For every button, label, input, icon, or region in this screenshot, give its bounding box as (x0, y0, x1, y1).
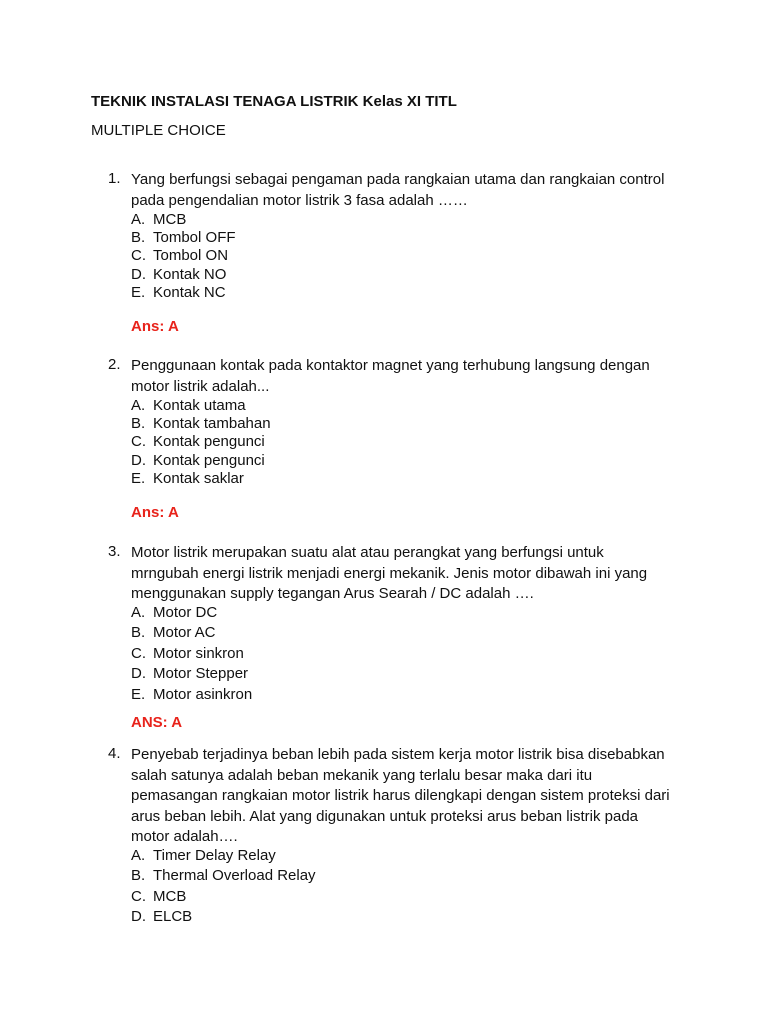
answer-label: Ans: A (131, 504, 179, 521)
option-text: Kontak saklar (153, 469, 244, 487)
option-e (131, 470, 271, 488)
option-a (131, 397, 271, 415)
option-text: Tombol ON (153, 247, 229, 265)
option-text: Motor DC (153, 604, 218, 621)
option-letter: E. (131, 685, 146, 703)
option-text: Timer Delay Relay (153, 847, 276, 864)
option-list (131, 846, 316, 928)
option-letter: C. (131, 433, 146, 451)
option-text: Kontak NO (153, 265, 227, 283)
option-letter: B. (131, 415, 146, 433)
option-letter: C. (131, 247, 146, 265)
option-e (131, 284, 236, 302)
option-list (131, 211, 236, 302)
option-text: Motor AC (153, 624, 216, 642)
option-d (131, 266, 236, 284)
option-letter: A. (131, 847, 146, 864)
option-letter: E. (131, 469, 146, 487)
option-b (131, 866, 316, 886)
question-text: Yang berfungsi sebagai pengaman pada rangkaian utama dan rangkaian control pada pengendalian motor listrik 3 fasa adalah …… (131, 171, 665, 209)
question-number: 4. (108, 745, 121, 762)
option-b (131, 623, 252, 643)
question-text: Motor listrik merupakan suatu alat atau perangkat yang berfungsi untuk mrngubah energi listrik menjadi energi mekanik. Jenis motor dibawah ini yang menggunakan supply tegangan Arus Searah / DC adalah …. (131, 544, 648, 602)
option-e (131, 685, 252, 705)
option-letter: B. (131, 229, 146, 247)
option-text: Kontak pengunci (153, 451, 265, 469)
question-text: Penyebab terjadinya beban lebih pada sistem kerja motor listrik bisa disebabkan salah satunya adalah beban mekanik yang terlalu besar maka dari itu pemasangan rangkaian motor listrik harus dilengkapi dengan sistem proteksi dari arus beban lebih. Alat yang digunakan untuk proteksi arus beban listrik pada motor adalah…. (131, 746, 670, 845)
option-text: MCB (153, 211, 187, 228)
option-letter: D. (131, 265, 146, 283)
option-text: Kontak utama (153, 397, 246, 414)
option-letter: A. (131, 211, 146, 228)
option-text: Motor Stepper (153, 665, 249, 683)
option-a (131, 211, 236, 229)
option-letter: C. (131, 644, 146, 662)
option-text: Tombol OFF (153, 229, 236, 247)
option-letter: A. (131, 604, 146, 621)
option-letter: E. (131, 283, 146, 301)
option-a (131, 603, 252, 623)
answer-label: ANS: A (131, 714, 183, 731)
option-text: Kontak tambahan (153, 415, 271, 433)
option-letter: B. (131, 867, 146, 885)
option-d (131, 452, 271, 470)
option-text: Kontak NC (153, 283, 226, 301)
option-d (131, 664, 252, 684)
option-text: Thermal Overload Relay (153, 867, 316, 885)
option-list (131, 603, 252, 705)
option-b (131, 229, 236, 247)
answer-label: Ans: A (131, 318, 179, 335)
option-c (131, 433, 271, 451)
section-title: MULTIPLE CHOICE (91, 122, 226, 139)
question-text: Penggunaan kontak pada kontaktor magnet yang terhubung langsung dengan motor listrik adalah... (131, 357, 650, 395)
question-number: 3. (108, 543, 121, 560)
option-b (131, 415, 271, 433)
option-c (131, 247, 236, 265)
option-text: Motor sinkron (153, 644, 244, 662)
option-text: ELCB (153, 908, 193, 926)
option-a (131, 846, 316, 866)
document-title: TEKNIK INSTALASI TENAGA LISTRIK Kelas XI TITL (91, 93, 457, 110)
option-letter: D. (131, 451, 146, 469)
option-letter: D. (131, 665, 146, 683)
option-d (131, 907, 316, 927)
option-text: Motor asinkron (153, 685, 253, 703)
option-letter: C. (131, 887, 146, 905)
option-c (131, 644, 252, 664)
option-text: Kontak pengunci (153, 433, 265, 451)
option-text: MCB (153, 887, 187, 905)
option-letter: A. (131, 397, 146, 414)
option-c (131, 887, 316, 907)
question-number: 2. (108, 356, 121, 373)
option-letter: D. (131, 908, 146, 926)
option-letter: B. (131, 624, 146, 642)
option-list (131, 397, 271, 488)
question-number: 1. (108, 170, 121, 187)
